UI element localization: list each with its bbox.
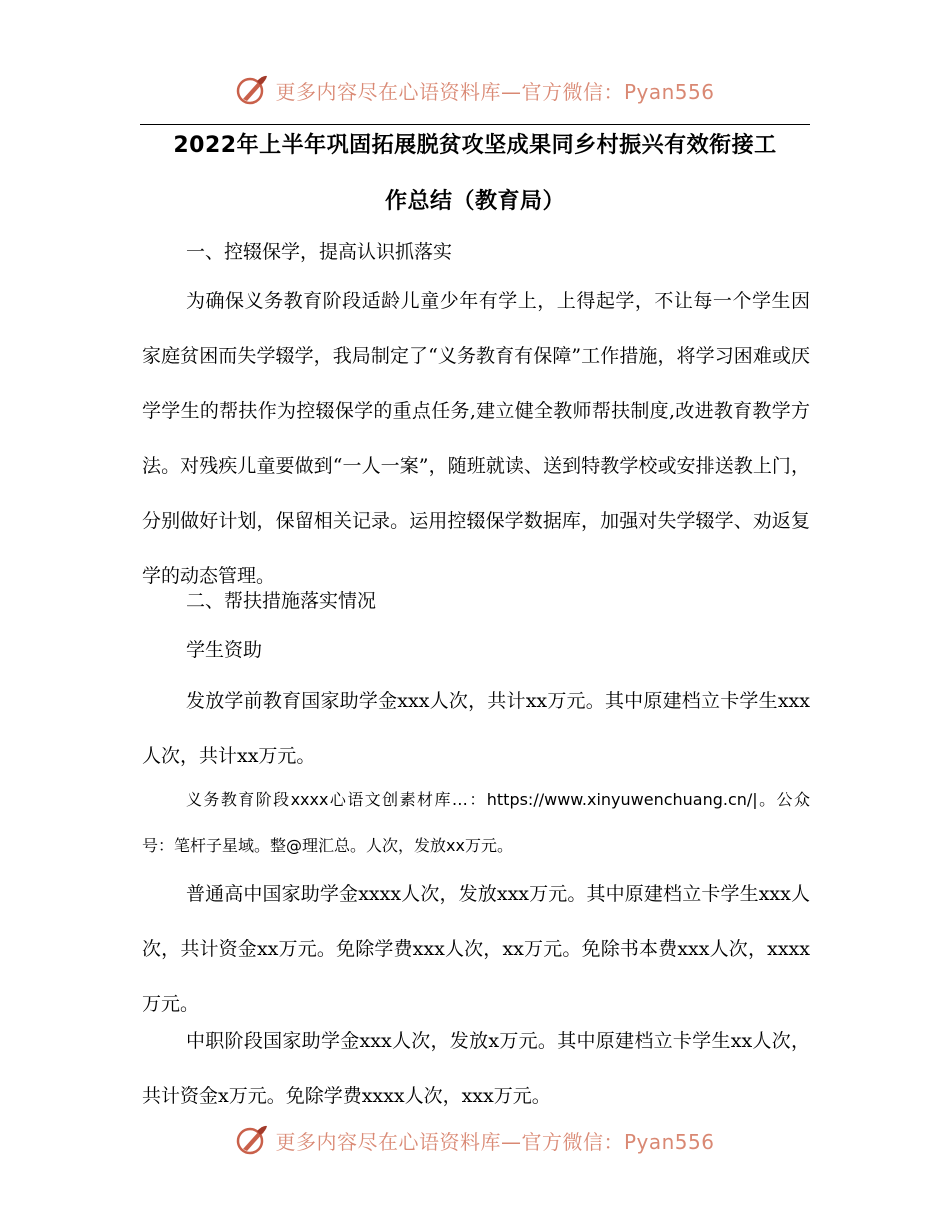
document-title-line-1: 2022年上半年巩固拓展脱贫攻坚成果同乡村振兴有效衔接工 [173,133,777,158]
body-paragraph-small: 义务教育阶段xxxx心语文创素材库…：https://www.xinyuwenchuang.cn/|。公众号：笔杆子星域。整@理汇总。人次，发放xx万元。 [142,790,810,855]
feather-pen-logo-icon [235,73,269,107]
footer-banner [0,1118,950,1162]
feather-pen-logo-icon [235,1123,269,1157]
body-paragraph: 为确保义务教育阶段适龄儿童少年有学上，上得起学，不让每一个学生因家庭贫困而失学辍学，我局制定了“义务教育有保障”工作措施，将学习困难或厌学学生的帮扶作为控辍保学的重点任务,建立健全教师帮扶制度,改进教育教学方法。对残疾儿童要做到“一人一案”，随班就读、送到特教学校或安排送教上门，分别做好计划，保留相关记录。运用控辍保学数据库，加强对失学辍学、劝返复学的动态管理。 [142,290,810,587]
banner-text: 更多内容尽在心语资料库—官方微信：Pyan556 [275,79,715,104]
body-paragraph: 发放学前教育国家助学金xxx人次，共计xx万元。其中原建档立卡学生xxx人次，共计xx万元。 [142,690,810,767]
section-heading-2: 二、帮扶措施落实情况 [186,590,377,612]
subsection-heading: 学生资助 [186,639,263,661]
body-paragraph: 普通高中国家助学金xxxx人次，发放xxx万元。其中原建档立卡学生xxx人次，共计资金xx万元。免除学费xxx人次，xx万元。免除书本费xxx人次，xxxx万元。 [142,883,810,1015]
header-divider [140,124,810,125]
section-heading-1: 一、控辍保学，提高认识抓落实 [186,241,453,263]
banner-text: 更多内容尽在心语资料库—官方微信：Pyan556 [275,1129,715,1154]
body-paragraph: 中职阶段国家助学金xxx人次，发放x万元。其中原建档立卡学生xx人次，共计资金x万元。免除学费xxxx人次，xxx万元。 [142,1030,810,1107]
document-title-line-2: 作总结（教育局） [384,189,565,214]
header-banner [0,68,950,112]
